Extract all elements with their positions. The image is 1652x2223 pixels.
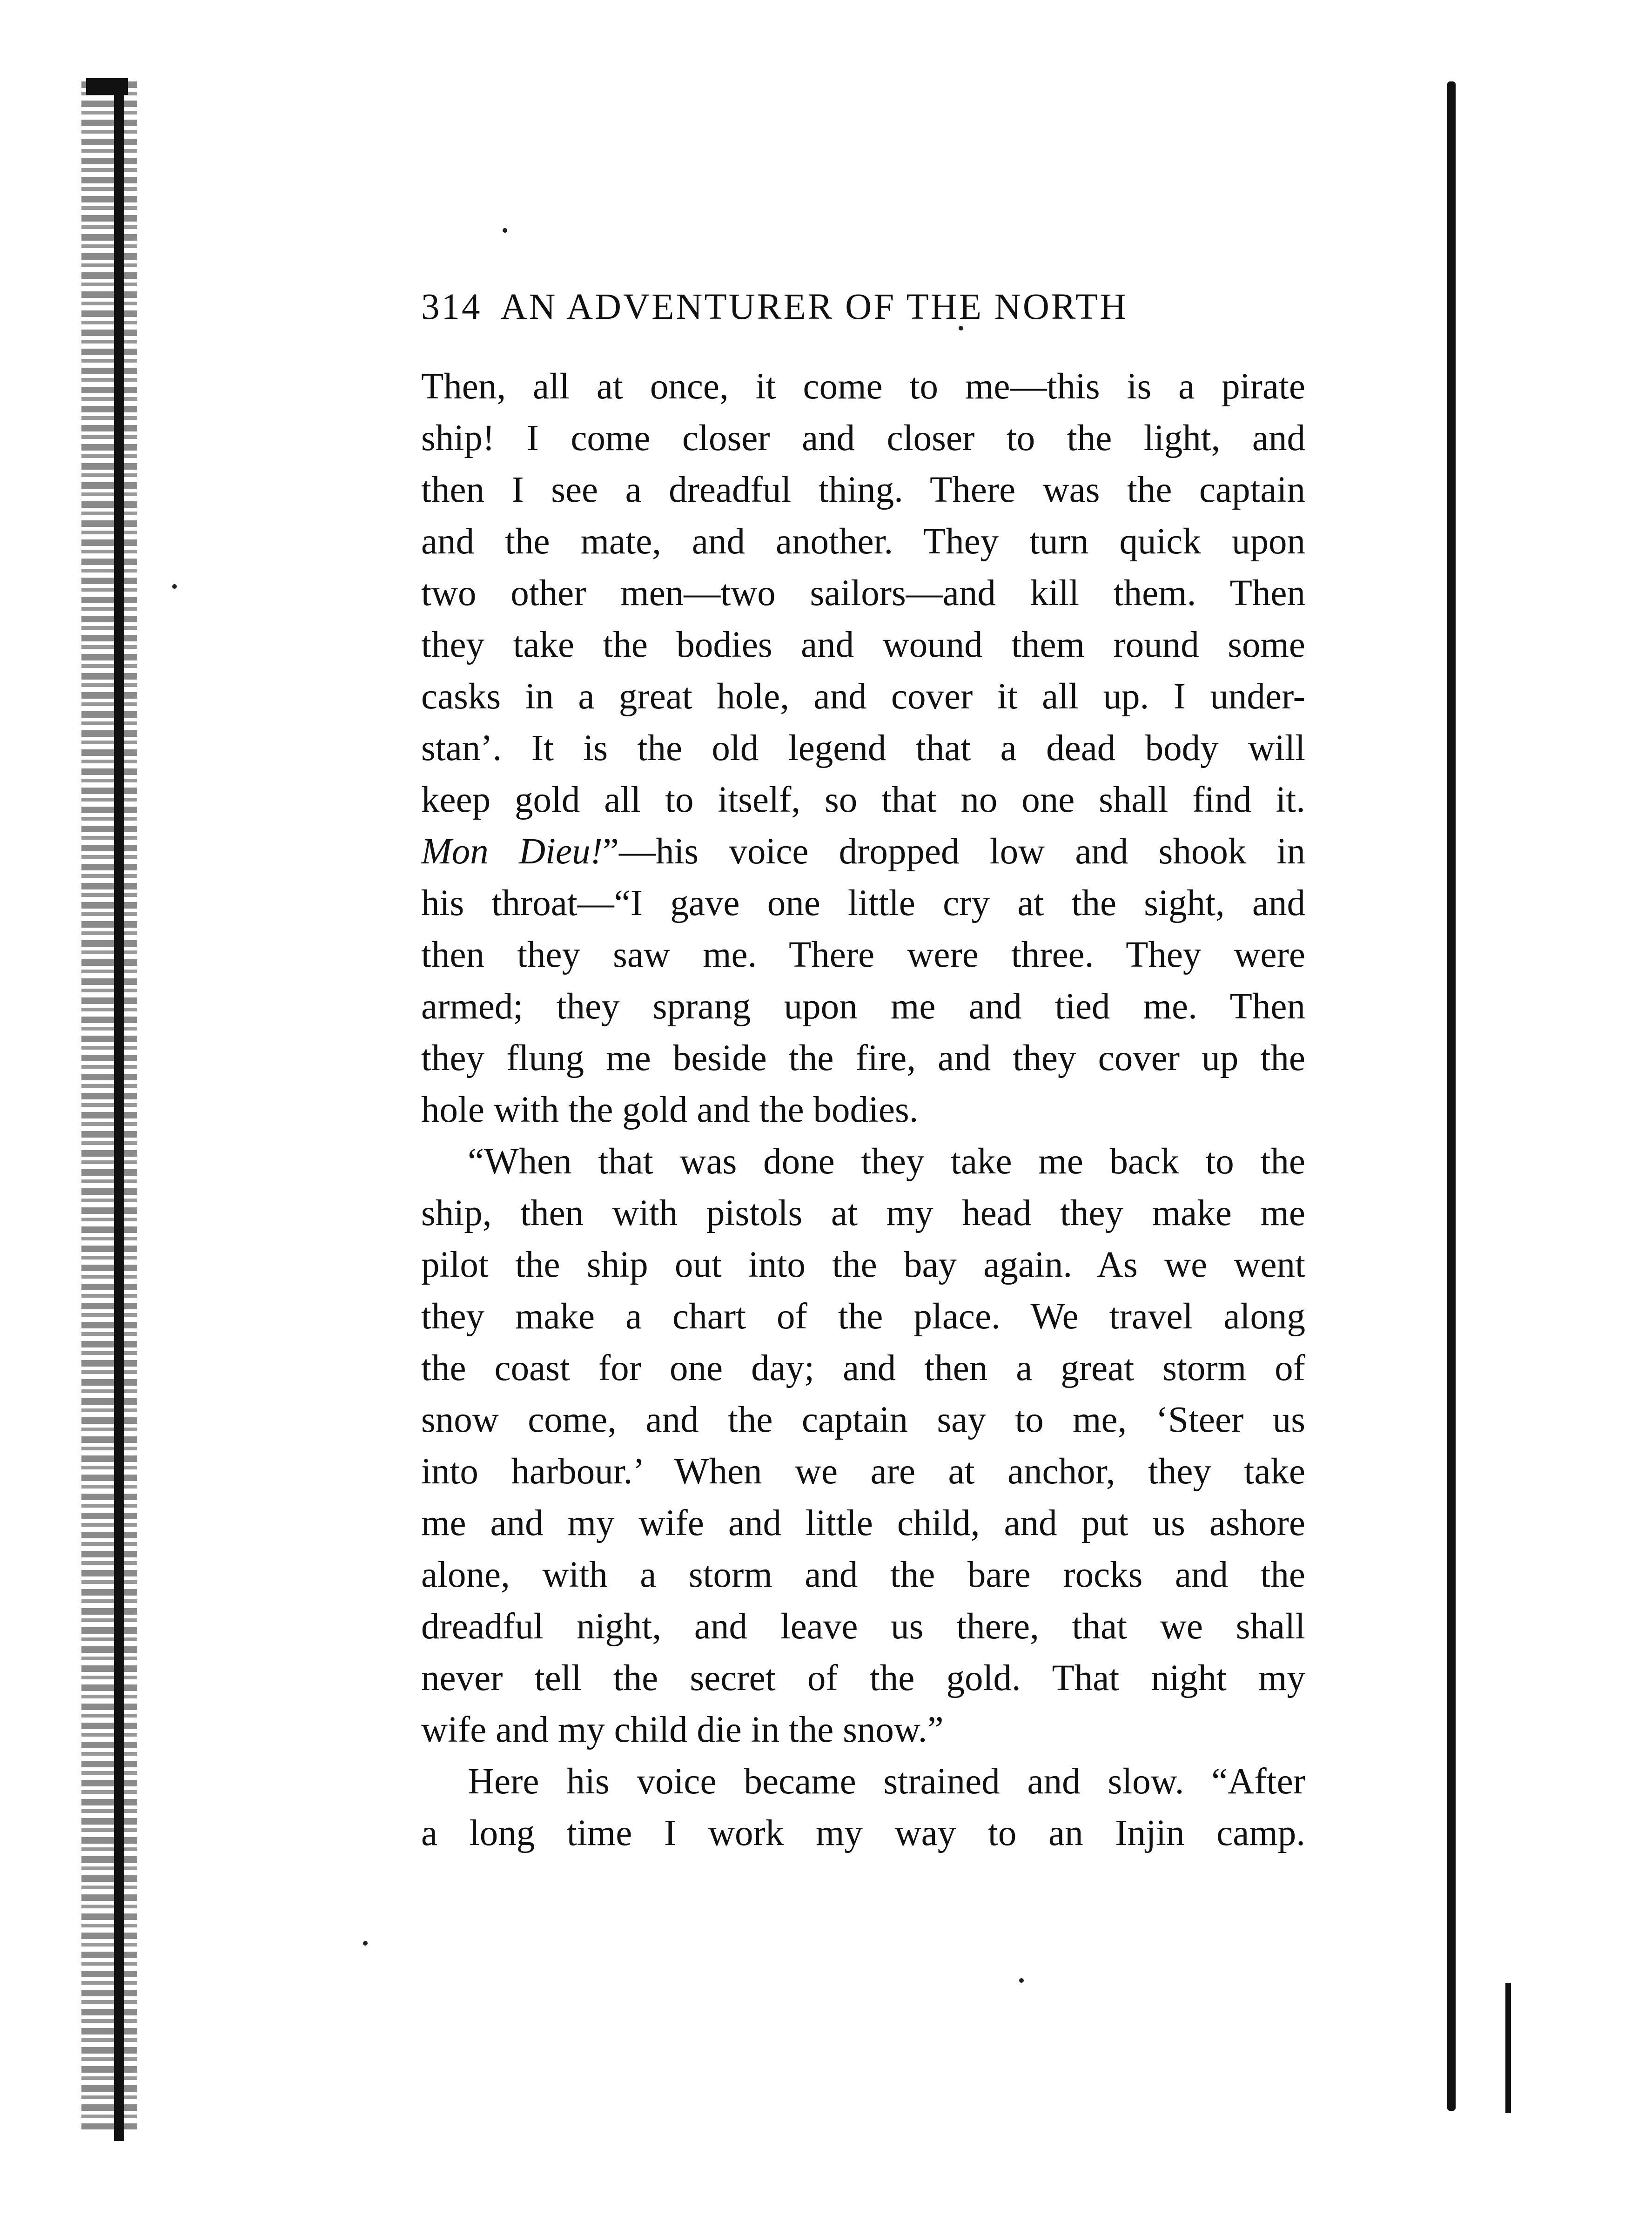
text-line: keep gold all to itself, so that no one shall find it.	[421, 780, 1305, 820]
text-line: ship, then with pistols at my head they make me	[421, 1193, 1305, 1233]
text-line: a long time I work my way to an Injin camp.	[421, 1813, 1305, 1853]
page-edge-right-tail	[1505, 1983, 1511, 2113]
text-line: armed; they sprang upon me and tied me. Then	[421, 986, 1305, 1027]
text-line: they flung me beside the fire, and they cover up the	[421, 1038, 1305, 1078]
text-line: they make a chart of the place. We travel along	[421, 1296, 1305, 1337]
text-line: then I see a dreadful thing. There was the captain	[421, 470, 1305, 510]
text-line: pilot the ship out into the bay again. As we went	[421, 1245, 1305, 1285]
scan-speck	[1019, 1978, 1024, 1983]
scan-speck	[363, 1941, 368, 1946]
body-text	[421, 361, 1305, 1859]
scan-speck	[172, 584, 177, 589]
text-line: casks in a great hole, and cover it all up. I under-	[421, 676, 1305, 717]
text-line: hole with the gold and the bodies.	[421, 1090, 919, 1130]
text-line: two other men—two sailors—and kill them. Then	[421, 573, 1305, 613]
binding-cap-left	[86, 78, 128, 95]
text-line: the coast for one day; and then a great storm of	[421, 1348, 1305, 1388]
text-line: me and my wife and little child, and put us ashore	[421, 1503, 1305, 1543]
running-header	[421, 279, 1259, 335]
text-line: Then, all at once, it come to me—this is a pirate	[421, 366, 1305, 407]
text-line: alone, with a storm and the bare rocks and the	[421, 1555, 1305, 1595]
scan-speck	[503, 228, 507, 233]
text-line	[421, 826, 1305, 877]
binding-edge-left	[81, 81, 137, 2129]
text-line: “When that was done they take me back to the	[468, 1141, 1305, 1182]
text-line: ship! I come closer and closer to the light, and	[421, 418, 1305, 458]
binding-rule-left	[114, 79, 124, 2141]
text-line: snow come, and the captain say to me, ‘Steer us	[421, 1400, 1305, 1440]
text-line: they take the bodies and wound them round some	[421, 625, 1305, 665]
text-line: then they saw me. There were three. They were	[421, 935, 1305, 975]
text-line: wife and my child die in the snow.”	[421, 1710, 944, 1750]
page-number: 314	[421, 287, 482, 327]
text-line: Here his voice became strained and slow. “After	[468, 1761, 1305, 1802]
text-line: and the mate, and another. They turn quick upon	[421, 521, 1305, 562]
running-title: AN ADVENTURER OF THE NORTH	[500, 287, 1128, 327]
text-line: into harbour.’ When we are at anchor, they take	[421, 1451, 1305, 1492]
text-line: never tell the secret of the gold. That night my	[421, 1658, 1305, 1698]
italic-exclamation: Mon Dieu!	[421, 831, 603, 872]
text-line: stan’. It is the old legend that a dead body will	[421, 728, 1305, 768]
text-line: his throat—“I gave one little cry at the sight, and	[421, 883, 1305, 923]
page-edge-right	[1447, 81, 1456, 2111]
text-line: dreadful night, and leave us there, that we shall	[421, 1606, 1305, 1647]
text-line-rest: ”—his voice dropped low and shook in	[602, 831, 1305, 872]
